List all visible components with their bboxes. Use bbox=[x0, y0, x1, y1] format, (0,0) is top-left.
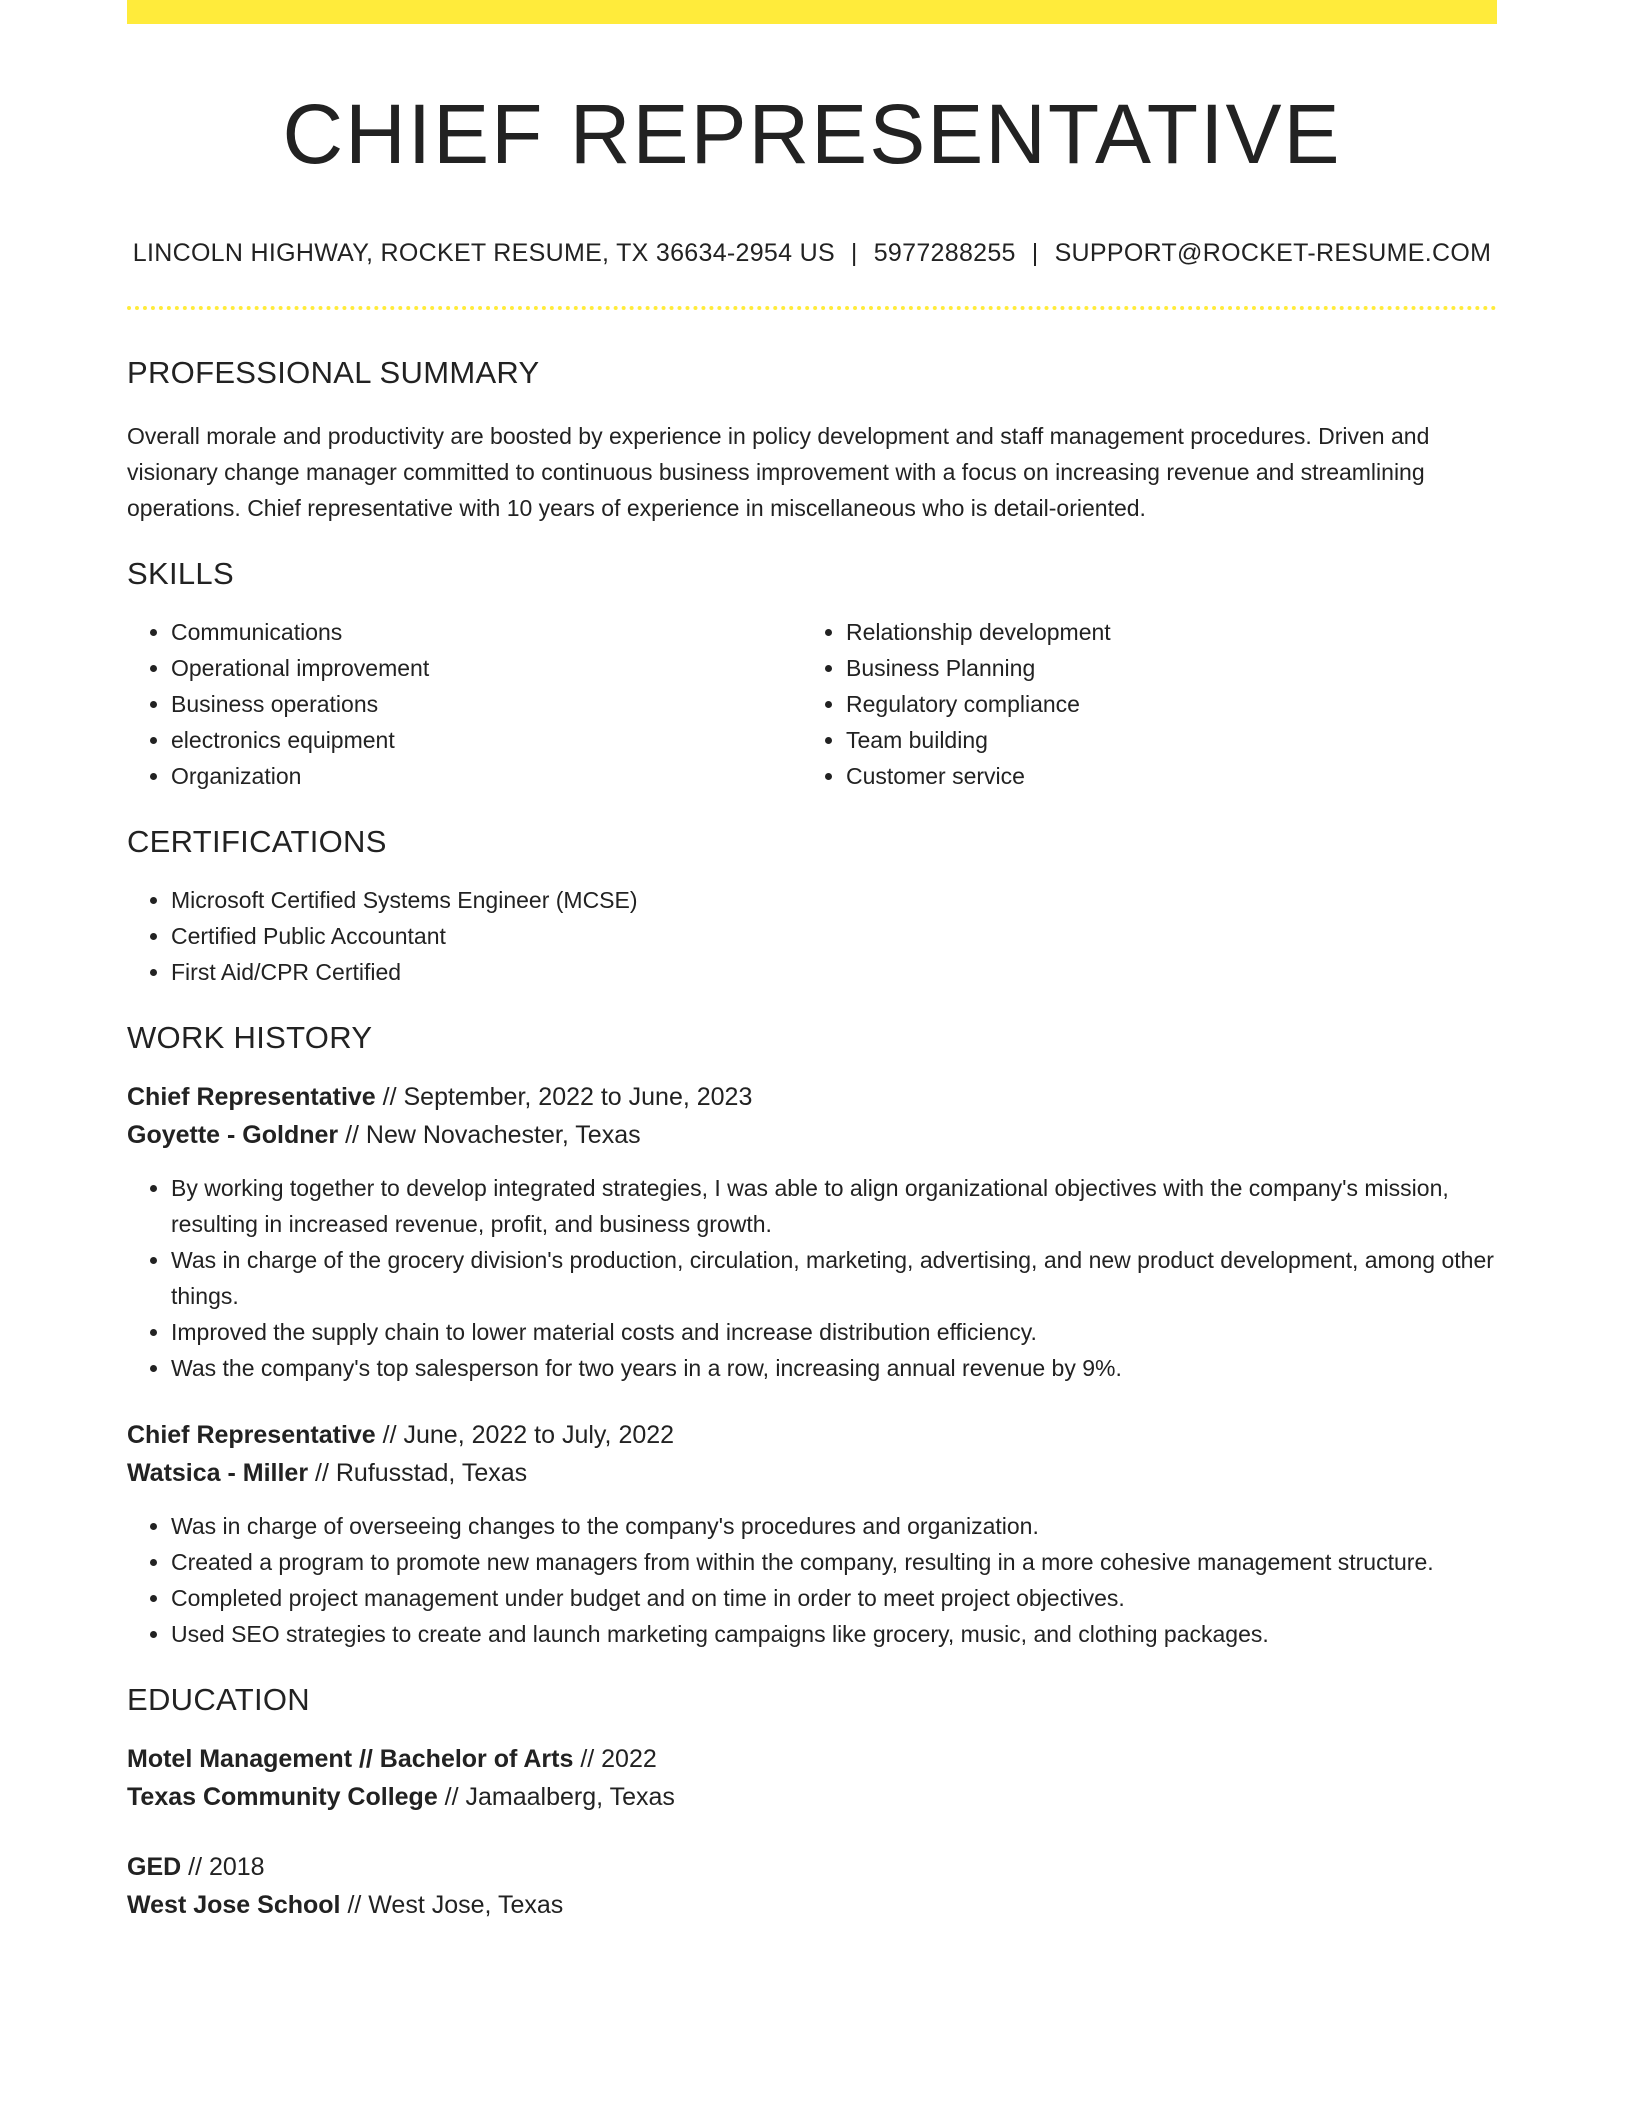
header-divider bbox=[127, 306, 1497, 310]
resume-page bbox=[127, 0, 1497, 1924]
job-bullet: • Improved the supply chain to lower material costs and increase distribution efficiency. bbox=[171, 1314, 1497, 1350]
education-year: // 2018 bbox=[181, 1852, 265, 1881]
education-degree: Motel Management // Bachelor of Arts bbox=[127, 1744, 574, 1773]
education-school-line bbox=[127, 1778, 1497, 1816]
job-title-line bbox=[127, 1416, 1497, 1454]
contact-line bbox=[127, 239, 1497, 268]
summary-text: Overall morale and productivity are boosted by experience in policy development and staff management procedures. Driven and visionary change manager committed to continuous business improvement with a focus on increasing revenue and streamlining operations. Chief representative with 10 years of experience in miscellaneous who is detail-oriented. bbox=[127, 422, 1430, 521]
job-company-line bbox=[127, 1454, 1497, 1492]
job-company-line bbox=[127, 1116, 1497, 1154]
skills-left-column bbox=[127, 614, 802, 794]
education-school: Texas Community College bbox=[127, 1782, 438, 1811]
education-school: West Jose School bbox=[127, 1890, 341, 1919]
contact-separator: | bbox=[850, 238, 858, 267]
education-degree-line bbox=[127, 1848, 1497, 1886]
job-bullet: • Was in charge of the grocery division's production, circulation, marketing, advertising, and new product development, among other things. bbox=[171, 1242, 1497, 1314]
job-bullet: • Was the company's top salesperson for two years in a row, increasing annual revenue by 9%. bbox=[171, 1350, 1497, 1386]
skill-item: • Customer service bbox=[846, 758, 1477, 794]
job-role: Chief Representative bbox=[127, 1420, 376, 1449]
contact-email[interactable]: SUPPORT@ROCKET-RESUME.COM bbox=[1054, 238, 1492, 267]
skill-item: • Relationship development bbox=[846, 614, 1477, 650]
skill-item: • Organization bbox=[171, 758, 802, 794]
work-history-heading: WORK HISTORY bbox=[127, 1019, 373, 1055]
job-location: // Rufusstad, Texas bbox=[308, 1458, 528, 1487]
job-bullet: • Completed project management under budget and on time in order to meet project objectives. bbox=[171, 1580, 1497, 1616]
skill-item: • Regulatory compliance bbox=[846, 686, 1477, 722]
contact-address: LINCOLN HIGHWAY, ROCKET RESUME, TX 36634-2954 US bbox=[132, 238, 835, 267]
job-role: Chief Representative bbox=[127, 1082, 376, 1111]
job-responsibilities bbox=[127, 1170, 1497, 1386]
skills-heading: SKILLS bbox=[127, 555, 234, 591]
job-bullet: • By working together to develop integrated strategies, I was able to align organizational objectives with the company's mission, resulting in increased revenue, profit, and business growth. bbox=[171, 1170, 1497, 1242]
education-location: // West Jose, Texas bbox=[340, 1890, 564, 1919]
skill-item: • electronics equipment bbox=[171, 722, 802, 758]
contact-phone: 5977288255 bbox=[873, 238, 1016, 267]
skill-item: • Team building bbox=[846, 722, 1477, 758]
summary-heading: PROFESSIONAL SUMMARY bbox=[127, 354, 540, 390]
job-bullet: • Created a program to promote new managers from within the company, resulting in a more cohesive management structure. bbox=[171, 1544, 1497, 1580]
certification-item: • Microsoft Certified Systems Engineer (MCSE) bbox=[171, 882, 1497, 918]
skills-right-column bbox=[802, 614, 1477, 794]
candidate-name: CHIEF REPRESENTATIVE bbox=[282, 87, 1342, 181]
job-bullet: • Used SEO strategies to create and launch marketing campaigns like grocery, music, and clothing packages. bbox=[171, 1616, 1497, 1652]
certification-item: • Certified Public Accountant bbox=[171, 918, 1497, 954]
certifications-list bbox=[127, 882, 1497, 990]
education-degree: GED bbox=[127, 1852, 182, 1881]
skills-list bbox=[127, 614, 1497, 794]
contact-separator: | bbox=[1031, 238, 1039, 267]
job-location: // New Novachester, Texas bbox=[338, 1120, 641, 1149]
job-responsibilities bbox=[127, 1508, 1497, 1652]
certifications-heading: CERTIFICATIONS bbox=[127, 823, 387, 859]
job-dates: // June, 2022 to July, 2022 bbox=[375, 1420, 675, 1449]
skill-item: • Business operations bbox=[171, 686, 802, 722]
education-year: // 2022 bbox=[573, 1744, 657, 1773]
job-title-line bbox=[127, 1078, 1497, 1116]
job-company: Watsica - Miller bbox=[127, 1458, 309, 1487]
education-degree-line bbox=[127, 1740, 1497, 1778]
education-location: // Jamaalberg, Texas bbox=[437, 1782, 675, 1811]
skill-item: • Business Planning bbox=[846, 650, 1477, 686]
skill-item: • Operational improvement bbox=[171, 650, 802, 686]
job-company: Goyette - Goldner bbox=[127, 1120, 339, 1149]
education-heading: EDUCATION bbox=[127, 1681, 310, 1717]
accent-bar bbox=[127, 0, 1497, 24]
job-bullet: • Was in charge of overseeing changes to the company's procedures and organization. bbox=[171, 1508, 1497, 1544]
certification-item: • First Aid/CPR Certified bbox=[171, 954, 1497, 990]
education-school-line bbox=[127, 1886, 1497, 1924]
skill-item: • Communications bbox=[171, 614, 802, 650]
job-dates: // September, 2022 to June, 2023 bbox=[375, 1082, 753, 1111]
